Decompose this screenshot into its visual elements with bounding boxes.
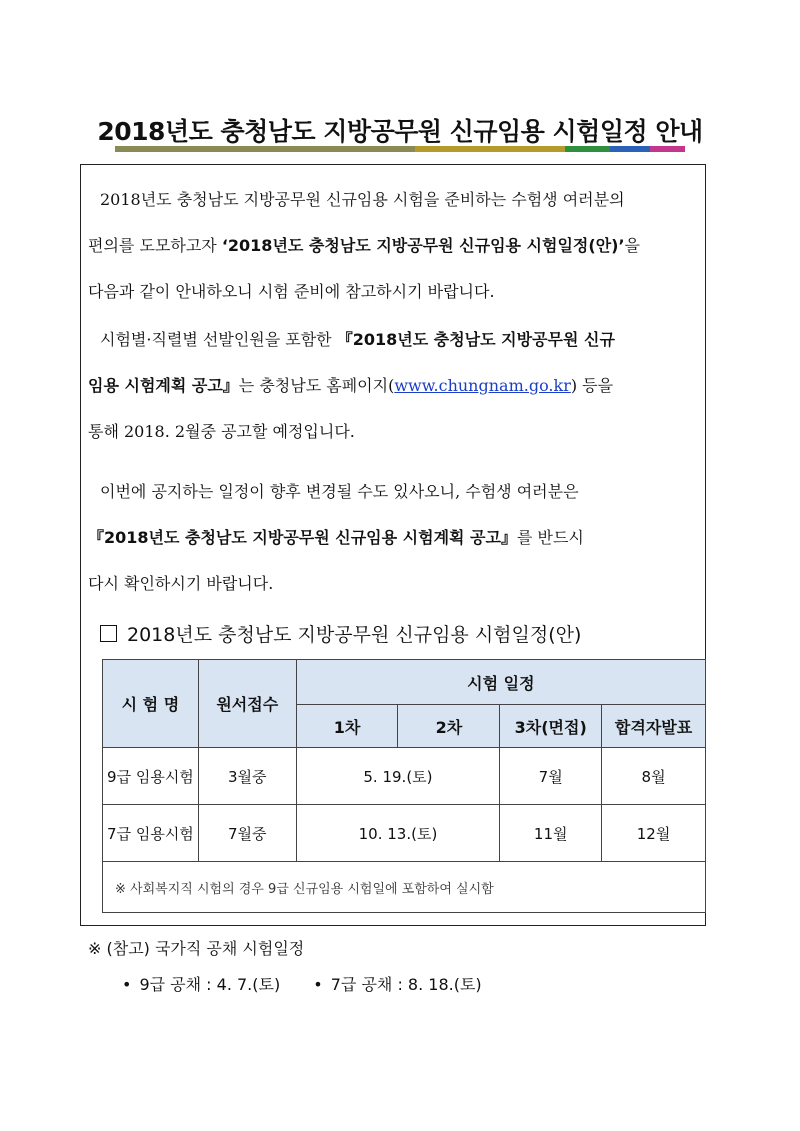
intro-p1-line1: 2018년도 충청남도 지방공무원 신규임용 시험을 준비하는 수험생 여러분의 — [100, 190, 625, 209]
header-round3: 3차(면접) — [500, 705, 602, 748]
text-run: 편의를 도모하고자 — [88, 236, 222, 255]
intro-p3-line3: 다시 확인하시기 바랍니다. — [88, 574, 274, 593]
page-title: 2018년도 충청남도 지방공무원 신규임용 시험일정 안내 — [97, 117, 703, 146]
bullet-icon: • — [122, 975, 132, 994]
notice-title-reference: 『2018년도 충청남도 지방공무원 신규임용 시험계획 공고』 — [88, 528, 517, 547]
schedule-title-reference: ‘2018년도 충청남도 지방공무원 신규임용 시험일정(안)’ — [221, 236, 625, 255]
homepage-link[interactable]: www.chungnam.go.kr — [394, 376, 571, 395]
list-item — [313, 972, 481, 995]
cell-exam-name: 9급 임용시험 — [103, 748, 199, 805]
text-run: 는 충청남도 홈페이지( — [238, 376, 395, 395]
intro-p2-line3: 통해 2018. 2월중 공고할 예정입니다. — [88, 422, 355, 441]
intro-paragraph-2 — [88, 317, 708, 455]
cell-application: 3월중 — [198, 748, 296, 805]
table-row — [103, 748, 706, 805]
table-header-row — [103, 660, 706, 705]
intro-p3-line1: 이번에 공지하는 일정이 향후 변경될 수도 있사오니, 수험생 여러분은 — [100, 482, 579, 501]
intro-p1-line2 — [88, 223, 708, 269]
header-exam-name: 시 험 명 — [103, 660, 199, 748]
title-underline-bar — [115, 146, 685, 152]
header-result: 합격자발표 — [602, 705, 706, 748]
text-run: ) 등을 — [570, 376, 614, 395]
cell-application: 7월중 — [198, 805, 296, 862]
list-item — [122, 972, 280, 995]
cell-result: 12월 — [602, 805, 706, 862]
reference-list — [122, 972, 482, 995]
cell-round12-date: 10. 13.(토) — [296, 805, 500, 862]
header-round2: 2차 — [398, 705, 500, 748]
title-bar-segment — [610, 146, 650, 152]
checkbox-square-icon — [100, 625, 117, 642]
reference-heading: ※ (참고) 국가직 공채 시험일정 — [88, 939, 305, 958]
cell-round3: 11월 — [500, 805, 602, 862]
title-bar-segment — [115, 146, 415, 152]
cell-round3: 7월 — [500, 748, 602, 805]
intro-p2-line1 — [88, 317, 708, 363]
table-note-row — [103, 862, 706, 913]
title-bar-segment — [565, 146, 610, 152]
header-round1: 1차 — [296, 705, 398, 748]
header-application: 원서접수 — [198, 660, 296, 748]
schedule-table — [102, 659, 706, 913]
schedule-heading — [100, 620, 581, 647]
table-row — [103, 805, 706, 862]
notice-title-reference: 임용 시험계획 공고』 — [88, 376, 239, 395]
schedule-heading-text: 2018년도 충청남도 지방공무원 신규임용 시험일정(안) — [127, 624, 582, 646]
intro-p2-line2 — [88, 363, 708, 409]
notice-title-reference: 『2018년도 충청남도 지방공무원 신규 — [336, 330, 615, 349]
title-bar-segment — [415, 146, 565, 152]
text-run: 시험별·직렬별 선발인원을 포함한 — [100, 330, 337, 349]
reference-item-text: 9급 공채 : 4. 7.(토) — [139, 975, 281, 994]
text-run: 을 — [624, 236, 641, 255]
reference-item-text: 7급 공채 : 8. 18.(토) — [330, 975, 482, 994]
intro-paragraph-3 — [88, 469, 708, 607]
cell-result: 8월 — [602, 748, 706, 805]
text-run: 를 반드시 — [516, 528, 584, 547]
title-bar-segment — [650, 146, 685, 152]
intro-paragraph-1 — [88, 177, 708, 315]
table-note: ※ 사회복지직 시험의 경우 9급 신규임용 시험일에 포함하여 실시함 — [103, 862, 706, 913]
cell-round12-date: 5. 19.(토) — [296, 748, 500, 805]
cell-exam-name: 7급 임용시험 — [103, 805, 199, 862]
intro-p1-line3: 다음과 같이 안내하오니 시험 준비에 참고하시기 바랍니다. — [88, 282, 495, 301]
intro-p3-line2 — [88, 515, 708, 561]
header-exam-schedule: 시험 일정 — [296, 660, 705, 705]
bullet-icon: • — [313, 975, 323, 994]
